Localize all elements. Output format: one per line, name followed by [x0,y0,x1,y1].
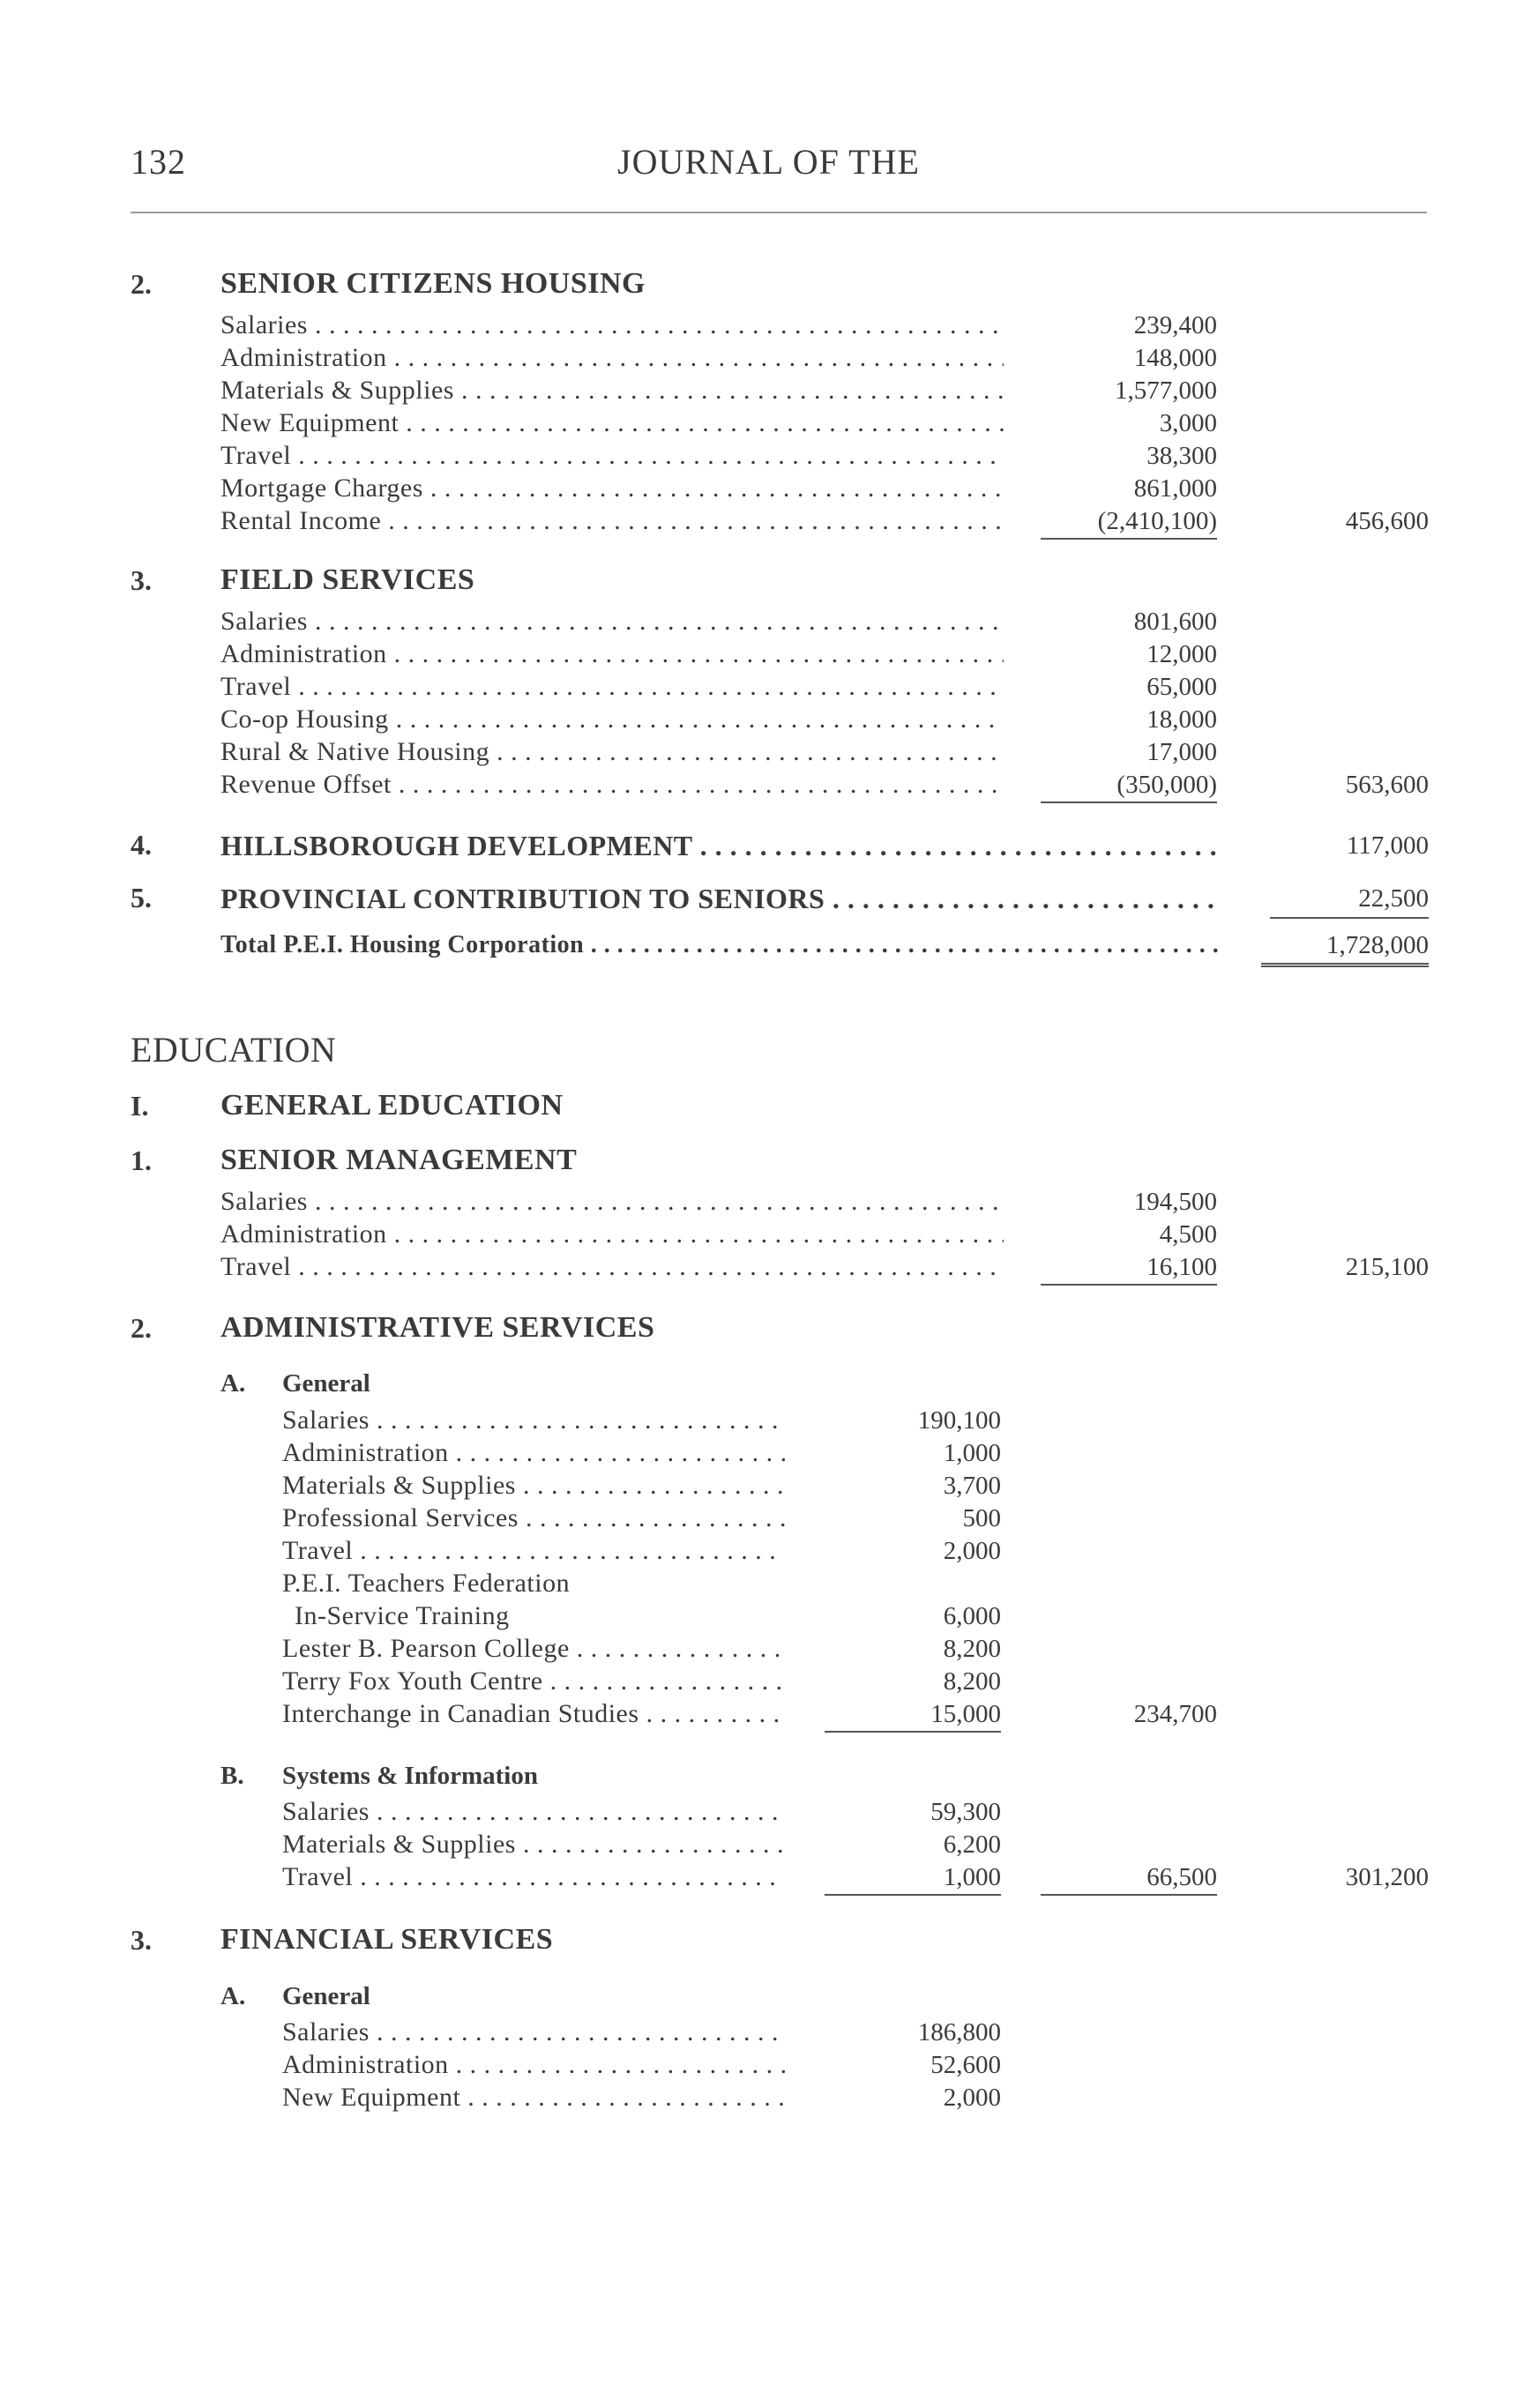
line-item-label: New Equipment . . . [282,2081,785,2114]
line-item [0,1697,1516,1731]
line-item-label: Salaries . . . [282,1795,785,1829]
line-item-label: Salaries . . . [220,1185,1004,1219]
department-title: EDUCATION [131,1030,337,1070]
line-item [0,1567,1516,1600]
line-item [0,472,1516,505]
line-item-amount: 2,000 [943,1537,1001,1565]
subsection-total: 234,700 [1133,1700,1217,1728]
line-item-label: New Equipment . . . [220,406,1004,440]
line-item-label: Administration . . . [220,341,1004,375]
line-item-label: Travel . . . [220,670,1004,704]
line-item-label: Salaries . . . [220,309,1004,342]
line-item-amount: 65,000 [1146,673,1217,701]
line-item [0,605,1516,638]
line-item [0,504,1516,538]
line-item [0,670,1516,704]
line-item-amount: 1,577,000 [1115,376,1217,405]
line-item-amount: 17,000 [1146,738,1217,766]
line-item-amount: 16,100 [1041,1250,1217,1286]
line-item [0,406,1516,440]
line-item-amount: 148,000 [1133,344,1217,372]
line-item-amount: 8,200 [943,1667,1001,1696]
section-number: 2. [131,268,152,300]
line-item-amount: (350,000) [1041,768,1217,803]
line-item-amount: 52,600 [930,2051,1001,2079]
section-total: 215,100 [1345,1253,1429,1281]
line-item-amount: 239,400 [1133,311,1217,339]
line-item [0,768,1516,801]
line-item [0,1250,1516,1284]
line-item-amount: 190,100 [917,1406,1001,1435]
line-item-label: Administration . . . [220,637,1004,671]
section-number: 5. [131,882,152,913]
line-item-amount: 1,000 [943,1439,1001,1467]
line-item [0,1436,1516,1470]
page-title: JOURNAL OF THE [617,142,920,182]
line-item [0,1828,1516,1861]
line-item-amount: 4,500 [1159,1220,1217,1249]
line-item-label: Administration . . . [282,1436,785,1470]
line-item-label: P.E.I. Teachers Federation [282,1569,571,1598]
line-item-amount: 3,700 [943,1472,1001,1500]
section-number: I. [131,1090,149,1122]
line-item-label: Mortgage Charges . . . [220,472,1004,505]
line-item-amount: 12,000 [1146,640,1217,668]
section-heading: SENIOR CITIZENS HOUSING [220,267,646,300]
line-item-amount: 38,300 [1146,442,1217,470]
line-item-label: Co-op Housing . . . [220,703,1004,736]
line-item-label: Professional Services . . . [282,1502,785,1535]
line-item-label: Administration . . . [220,1218,1004,1251]
section-heading: PROVINCIAL CONTRIBUTION TO SENIORS . . . [220,880,1219,917]
line-item-amount: 801,600 [1133,608,1217,636]
line-item-amount: 500 [962,1504,1001,1532]
section-heading: FIELD SERVICES [220,563,475,596]
subsection-letter: A. [220,1982,246,2010]
section-number: 1. [131,1144,152,1176]
line-item [0,1795,1516,1829]
section-line [0,827,1516,864]
line-item [0,1218,1516,1251]
grand-total-line [0,928,1516,963]
section-heading: ADMINISTRATIVE SERVICES [220,1311,655,1344]
line-item-amount: 8,200 [943,1635,1001,1663]
section-total: 22,500 [1270,880,1429,919]
line-item-label: In-Service Training [295,1601,510,1630]
section-number: 3. [131,1924,152,1956]
line-item-label: Salaries . . . [282,2016,785,2049]
line-item-label: Salaries . . . [282,1404,785,1437]
section-line [0,880,1516,917]
line-item [0,1185,1516,1219]
line-item [0,1404,1516,1437]
line-item [0,1599,1516,1633]
grand-total-amount: 1,728,000 [1261,928,1429,967]
line-item [0,439,1516,473]
line-item [0,1860,1516,1894]
line-item-amount: 186,800 [917,2018,1001,2046]
line-item-amount: (2,410,100) [1041,504,1217,540]
line-item-label: Travel . . . [282,1860,785,1894]
subsection-total: 66,500 [1041,1860,1217,1896]
header-rule [131,212,1427,213]
line-item [0,341,1516,375]
line-item [0,1632,1516,1666]
line-item [0,637,1516,671]
line-item-label: Materials & Supplies . . . [220,374,1004,407]
line-item [0,309,1516,342]
subsection-letter: A. [220,1369,246,1398]
line-item-label: Travel . . . [220,1250,1004,1284]
line-item-amount: 194,500 [1133,1188,1217,1216]
line-item-amount: 6,000 [943,1602,1001,1630]
line-item [0,2048,1516,2082]
section-total: 563,600 [1345,771,1429,799]
line-item [0,2016,1516,2049]
line-item-amount: 861,000 [1133,474,1217,503]
line-item-amount: 15,000 [825,1697,1001,1733]
line-item [0,1469,1516,1502]
line-item [0,374,1516,407]
subsection-heading: Systems & Information [282,1762,538,1790]
line-item-label: Travel . . . [282,1534,785,1568]
line-item-label: Materials & Supplies . . . [282,1469,785,1502]
line-item-label: Interchange in Canadian Studies . . . [282,1697,785,1731]
section-heading: SENIOR MANAGEMENT [220,1144,578,1176]
section-number: 3. [131,564,152,596]
line-item-label: Travel . . . [220,439,1004,473]
section-heading: FINANCIAL SERVICES [220,1923,554,1956]
section-heading: HILLSBOROUGH DEVELOPMENT . . . [220,827,1219,864]
section-total: 456,600 [1345,507,1429,535]
line-item-label: Revenue Offset . . . [220,768,1004,801]
line-item-amount: 18,000 [1146,705,1217,734]
line-item-label: Rural & Native Housing . . . [220,735,1004,769]
subsection-heading: General [282,1982,370,2010]
section-total: 117,000 [1346,831,1429,860]
grand-total-label: Total P.E.I. Housing Corporation . . . [220,928,1219,963]
subsection-letter: B. [220,1762,244,1790]
section-number: 4. [131,829,152,861]
line-item-amount: 3,000 [1159,409,1217,437]
line-item-amount: 2,000 [943,2084,1001,2112]
line-item [0,1665,1516,1698]
line-item-label: Materials & Supplies . . . [282,1828,785,1861]
line-item-label: Lester B. Pearson College . . . [282,1632,785,1666]
section-heading: GENERAL EDUCATION [220,1089,564,1122]
line-item [0,735,1516,769]
section-total: 301,200 [1345,1863,1429,1891]
line-item-label: Rental Income . . . [220,504,1004,538]
page-number: 132 [131,142,186,182]
line-item [0,703,1516,736]
section-number: 2. [131,1312,152,1344]
line-item-amount: 1,000 [825,1860,1001,1896]
line-item [0,2081,1516,2114]
line-item-amount: 6,200 [943,1830,1001,1859]
line-item-label: Terry Fox Youth Centre . . . [282,1665,785,1698]
line-item-amount: 59,300 [930,1798,1001,1826]
line-item-label: Salaries . . . [220,605,1004,638]
line-item [0,1534,1516,1568]
subsection-heading: General [282,1369,370,1398]
line-item [0,1502,1516,1535]
line-item-label: Administration . . . [282,2048,785,2082]
